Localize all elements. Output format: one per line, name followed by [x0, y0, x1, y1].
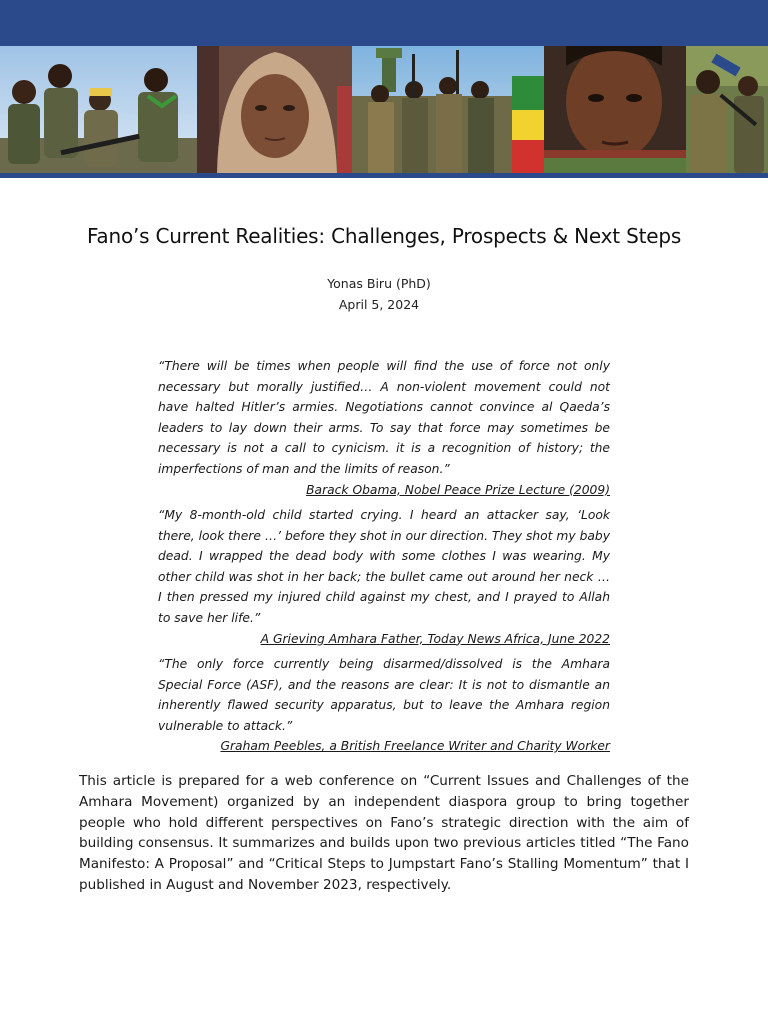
quote-text: “There will be times when people will find the use of force not only necessary but morally justified… A non-violent movement could not have halted Hitler’s armies. Negotiations cannot convince al Qaeda’s leaders to lay down their arms. To say that force may sometimes be necessary is not a call to cynicism. it is a recognition of history; the imperfections of man and the limits of reason.”	[158, 359, 610, 476]
photo-boy-closeup	[544, 46, 686, 173]
quote-text: “The only force currently being disarmed/dissolved is the Amhara Special Force (ASF), and the reasons are clear: It is not to dismantle an inherently flawed security apparatus, but to leave the Amhara region vulnerable to attack.”	[158, 657, 610, 733]
photo-fano-fighters-group	[0, 46, 197, 173]
document-author: Yonas Biru (PhD)	[327, 276, 431, 291]
header-photo-strip	[0, 46, 768, 173]
quote-attribution: A Grieving Amhara Father, Today News Africa, June 2022	[260, 631, 610, 646]
epigraph-quote-1	[158, 356, 610, 500]
epigraph-quote-3	[158, 654, 610, 757]
intro-paragraph: This article is prepared for a web conference on “Current Issues and Challenges of the Amhara Movement) organized by an independent diaspora group to bring together people who hold different perspectives on Fano’s strategic direction with the aim of building consensus. It summarizes and builds upon two previous articles titled “The Fano Manifesto: A Proposal” and “Critical Steps to Jumpstart Fano’s Stalling Momentum” that I published in August and November 2023, respectively.	[79, 773, 689, 893]
quote-text: “My 8-month-old child started crying. I heard an attacker say, ‘Look there, look there …’ before they shot in our direction. They shot my baby dead. I wrapped the dead body with some clothes I was wearing. My other child was shot in her back; the bullet came out around her neck … I then pressed my injured child against my chest, and I prayed to Allah to save her life.”	[158, 508, 610, 625]
header-divider	[0, 173, 768, 178]
epigraph-quote-2	[158, 505, 610, 649]
photo-soldiers-uniform	[686, 46, 768, 173]
quote-attribution: Barack Obama, Nobel Peace Prize Lecture (2009)	[306, 482, 610, 497]
header-band	[0, 0, 768, 47]
photo-armed-crowd-flag	[352, 46, 544, 173]
quote-attribution: Graham Peebles, a British Freelance Writer and Charity Worker	[220, 739, 610, 754]
document-date: April 5, 2024	[338, 297, 420, 312]
document-title: Fano’s Current Realities: Challenges, Prospects & Next Steps	[86, 224, 682, 248]
photo-woman-headscarf	[197, 46, 352, 173]
